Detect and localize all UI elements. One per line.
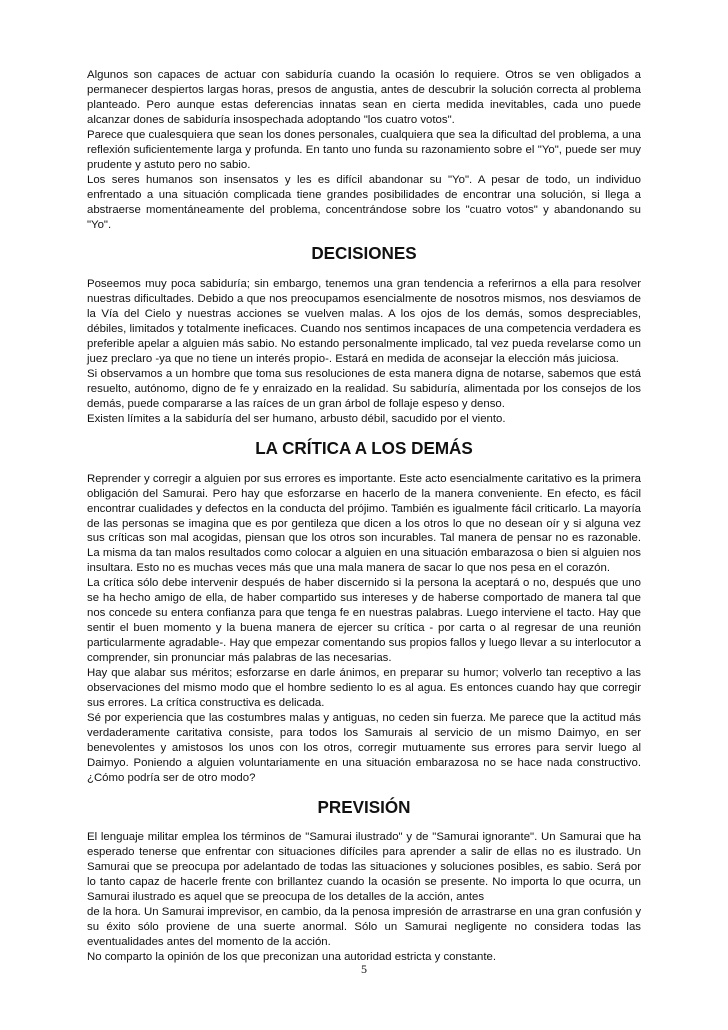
section-heading-prevision: PREVISIÓN [317, 797, 411, 817]
spacer [87, 816, 641, 831]
paragraph: La crítica sólo debe intervenir después de haber discernido si la persona la aceptará o no, después que uno se ha hecho amigo de ella, de haber compartido sus intereses y de haberse comportado de manera tal que nos concede su entera confianza para que tenga fe en nuestras palabras. Luego interviene el tacto. Hay que sentir el buen momento y la buena manera de ejercer su crítica - por carta o al regresar de una reunión particularmente agradable-. Hay que empezar comentando sus propios fallos y luego llevar a su interlocutor a comprender, sin pronunciar más palabras de las necesarias. [87, 577, 641, 665]
paragraph: Si observamos a un hombre que toma sus resoluciones de esta manera digna de notarse, sabemos que está resuelto, autónomo, digno de fe y enraizado en la realidad. Su sabiduría, alimentada por los consejos de los demás, puede compararse a las raíces de un gran árbol de follaje espeso y denso. [87, 368, 641, 410]
document-page [87, 68, 641, 965]
paragraph: Hay que alabar sus méritos; esforzarse en darle ánimos, en preparar su humor; volverlo tan receptivo a las observaciones del mismo modo que el hombre sediento lo es al agua. Es entonces cuando hay que corregir sus errores. La crítica constructiva es delicada. [87, 667, 641, 709]
paragraph: Reprender y corregir a alguien por sus errores es importante. Este acto esencialmente caritativo es la primera obligación del Samurai. Pero hay que esforzarse en hacerlo de la manera conveniente. En efecto, es fácil encontrar cualidades y defectos en la conducta del prójimo. También es igualmente fácil criticarlo. La mayoría de las personas se imagina que es por gentileza que dicen a los otros lo que no desean oír y si alguna vez sus críticas son mal acogidas, piensan que los otros son incurables. Tal manera de pensar no es razonable. La misma da tan malos resultados como colocar a alguien en una situación embarazosa o bien si alguien nos insultara. Esto no es muchas veces más que una mala manera de sacar lo que nos pesa en el corazón. [87, 472, 641, 575]
critica-section [87, 472, 641, 786]
decisiones-section [87, 277, 641, 427]
section-heading-decisiones: DECISIONES [311, 244, 417, 264]
page-number: 5 [361, 962, 367, 976]
prevision-section [87, 830, 641, 965]
paragraph: Existen límites a la sabiduría del ser humano, arbusto débil, sacudido por el viento. [87, 412, 506, 425]
paragraph: Parece que cualesquiera que sean los dones personales, cualquiera que sea la dificultad del problema, a una reflexión suficientemente larga y profunda. En tanto uno funda su razonamiento sobre el "Yo", puede ser muy prudente y astuto pero no sabio. [87, 128, 641, 171]
spacer [87, 457, 641, 472]
paragraph: No comparto la opinión de los que preconizan una autoridad estricta y constante. [87, 951, 497, 964]
paragraph: Sé por experiencia que las costumbres malas y antiguas, no ceden sin fuerza. Me parece que la actitud más verdaderamente caritativa consiste, para todos los Samurais al servicio de un mismo Daimyo, en ser benevolentes y amistosos los unos con los otros, corregir mutuamente sus errores para servir luego al Daimyo. Poniendo a alguien voluntariamente en una situación embarazosa no se hace nada constructivo. ¿Cómo podría ser de otro modo? [87, 711, 641, 784]
paragraph: de la hora. Un Samurai imprevisor, en cambio, da la penosa impresión de arrastrarse en una gran confusión y su éxito sólo proviene de una suerte anormal. Sólo un Samurai negligente no considera todas las eventualidades antes del momento de la acción. [87, 906, 642, 949]
paragraph: El lenguaje militar emplea los términos de "Samurai ilustrado" y de "Samurai ignorante". Un Samurai que ha esperado tenerse que enfrentar con situaciones difíciles para aprender a salir de ellas no es ilustrado. Un Samurai que se preocupa por adelantado de todas las situaciones y soluciones posibles, es sabio. Será por lo tanto capaz de hacerle frente con brillantez cuando la ocasión se presente. No importa lo que ocurra, un Samurai ilustrado es aquel que se preocupa de los detalles de la acción, antes [87, 831, 641, 904]
paragraph: Poseemos muy poca sabiduría; sin embargo, tenemos una gran tendencia a referirnos a ella para resolver nuestras dificultades. Debido a que nos preocupamos esencialmente de nosotros mismos, nos desviamos de la Vía del Cielo y nuestras acciones se vuelven malas. A los ojos de los demás, somos despreciables, débiles, limitados y totalmente ineficaces. Cuando nos sentimos incapaces de una competencia verdadera es preferible apelar a alguien más sabio. No estando personalmente implicado, tal vez pueda revelarse como un juez preclaro -ya que no tiene un interés propio-. Estará en medida de aconsejar la elección más juiciosa. [87, 278, 641, 366]
section-heading-critica: LA CRÍTICA A LOS DEMÁS [255, 438, 473, 458]
spacer [87, 262, 641, 277]
intro-section [87, 68, 641, 232]
paragraph: Los seres humanos son insensatos y les es difícil abandonar su "Yo". A pesar de todo, un individuo enfrentado a una situación complicada tiene grandes posibilidades de encontrar una solución, si llega a abstraerse momentáneamente del problema, concentrándose sobre los "cuatro votos" y abandonando su "Yo". [87, 173, 641, 231]
paragraph: Algunos son capaces de actuar con sabiduría cuando la ocasión lo requiere. Otros se ven obligados a permanecer despiertos largas horas, presos de angustia, antes de descubrir la solución correcta al problema planteado. Pero aunque estas deferencias innatas sean en cierta medida inevitables, cada uno puede alcanzar dones de sabiduría insospechada adoptando "los cuatro votos". [87, 69, 641, 126]
